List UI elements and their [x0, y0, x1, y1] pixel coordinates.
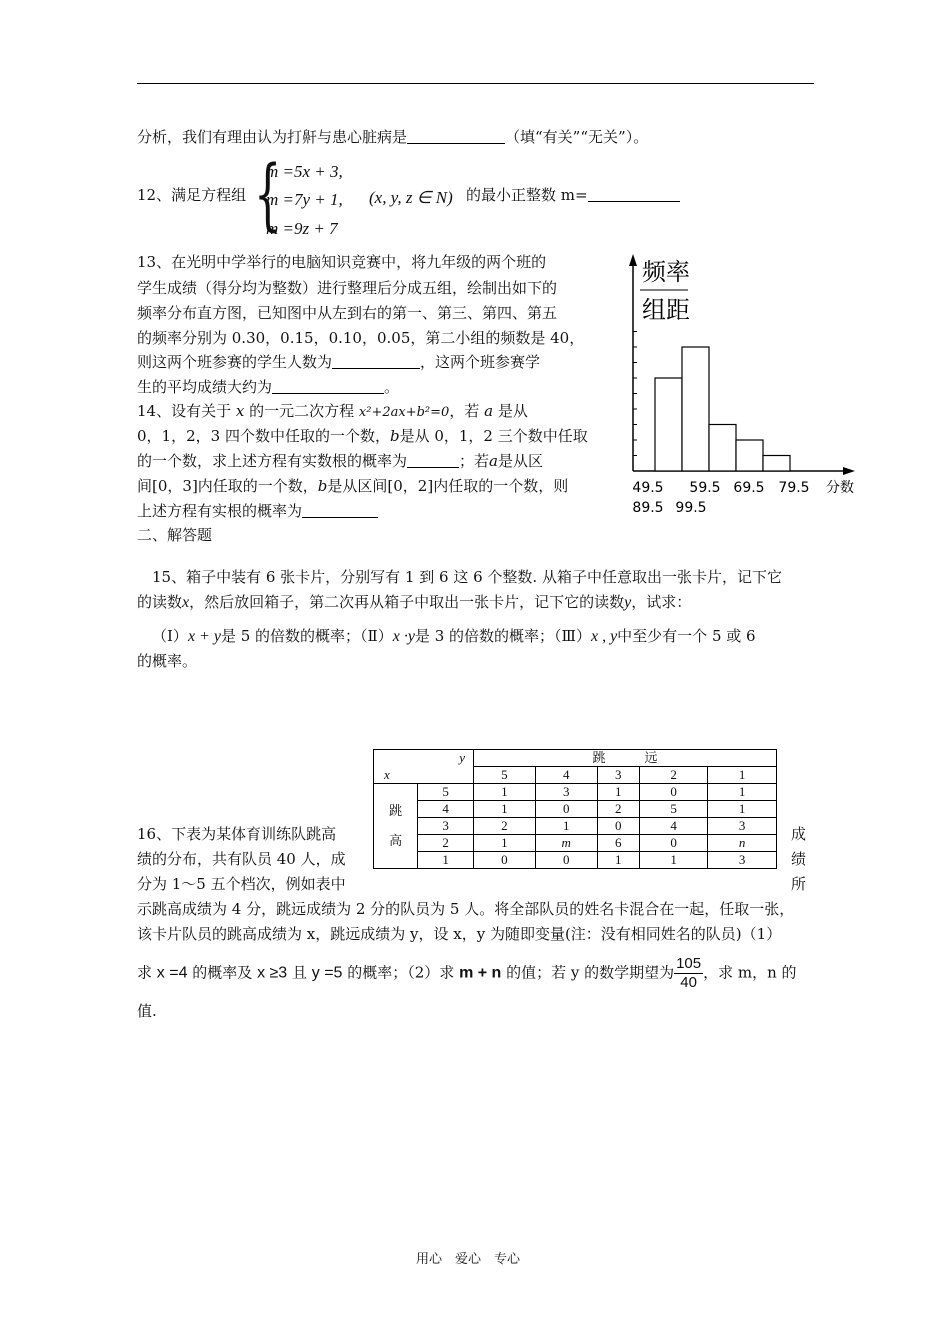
table-cell: 2	[597, 801, 639, 818]
q12-prefix: 12、满足方程组	[137, 186, 247, 204]
q16-l6	[137, 955, 797, 992]
histogram-bar-2	[682, 347, 709, 471]
q13-blank2	[272, 377, 384, 394]
table-cell: 1	[474, 801, 536, 818]
table-row	[374, 801, 777, 818]
q16-l2: 绩的分布，共有队员 40 人，成	[137, 850, 346, 868]
x-tick-label: 89.5	[632, 500, 664, 516]
y-label-cell: y	[374, 750, 474, 767]
q14-a2: a	[489, 452, 498, 470]
table-cell: 1	[535, 818, 597, 835]
q13-line5	[137, 349, 540, 375]
col-header: 1	[708, 767, 777, 784]
table-cell: 6	[597, 835, 639, 852]
q15-part2-text: 是 3 的倍数的概率；（Ⅲ）	[414, 627, 591, 645]
x-tick-label: 49.5	[632, 480, 664, 496]
table-cell: 5	[639, 801, 708, 818]
q14-blank1	[407, 451, 459, 468]
q14-eq: x²+2ax+b²=0	[358, 405, 450, 420]
histogram-bar-4	[736, 440, 763, 471]
section-heading: 二、解答题	[137, 526, 213, 544]
q15-x: x	[182, 594, 190, 611]
q15-part1-text: 是 5 的倍数的概率；（Ⅱ）	[220, 627, 393, 645]
q12-eq3: m =9z + 7	[266, 219, 338, 238]
q14-line3c: 是从区	[497, 452, 543, 470]
q13-line6	[137, 374, 399, 400]
q14-line3b: ；若	[459, 452, 490, 470]
q14-line2a: 0，1，2，3 四个数中任取的一个数，	[137, 427, 390, 445]
q16-l6f: ，求 m，n 的	[703, 963, 797, 982]
q16-l3: 分为 1～5 五个档次，例如表中	[137, 875, 346, 893]
histogram-bar-1	[655, 378, 682, 471]
q11-text: 分析，我们有理由认为打鼾与患心脏病是	[137, 128, 408, 146]
x-tick-label: 99.5	[675, 500, 707, 516]
q14-a: a	[484, 402, 494, 420]
x-axis-arrow	[843, 467, 855, 475]
table-row	[374, 767, 777, 784]
table-cell: n	[708, 835, 777, 852]
table-cell: 0	[639, 784, 708, 801]
col-header: 5	[474, 767, 536, 784]
ylabel-top: 频率	[642, 258, 690, 286]
q14-line1d: 是从	[497, 402, 528, 420]
q14-line3a: 的一个数，求上述方程有实数根的概率为	[137, 452, 408, 470]
q14-line1b: 的一元二次方程	[249, 402, 355, 420]
q12-condition: (x, y, z ∈ N)	[369, 188, 453, 207]
table-cell: m	[535, 835, 597, 852]
table-cell: 3	[535, 784, 597, 801]
table-cell: 4	[639, 818, 708, 835]
q13-line6a: 生的平均成绩大约为	[137, 378, 273, 396]
q13-line5b: ，这两个班参赛学	[420, 353, 541, 371]
q16-math2: x ≥3	[257, 964, 288, 982]
q15-line2b: ，然后放回箱子，第二次再从箱子中取出一张卡片，记下它的读数	[189, 593, 625, 611]
row-header: 5	[418, 784, 474, 801]
q15-part3-text: 中至少有一个 5 或 6	[617, 627, 756, 645]
q15-line1: 15、箱子中装有 6 张卡片，分别写有 1 到 6 这 6 个整数. 从箱子中任意取出一张卡片，记下它	[152, 568, 782, 586]
q13-line2: 学生成绩（得分均为整数）进行整理后分成五组，绘制出如下的	[137, 279, 558, 297]
q13-blank1	[332, 352, 420, 369]
col-header: 4	[535, 767, 597, 784]
table-cell: 1	[708, 784, 777, 801]
table-cell: 0	[535, 852, 597, 869]
q14-line4a: 间[0，3]内任取的一个数，	[137, 477, 318, 495]
table-cell: 2	[474, 818, 536, 835]
row-group-char-2: 高	[389, 833, 403, 848]
table-cell: 0	[535, 801, 597, 818]
q14-b: b	[389, 427, 400, 445]
fraction-denominator: 40	[680, 974, 697, 991]
system-brace: {	[254, 150, 282, 240]
histogram-bar-3	[709, 425, 736, 472]
q16-l1: 16、下表为某体育训练队跳高	[137, 825, 337, 843]
q16-l6c: 且	[291, 963, 307, 982]
q16-math4: m + n	[459, 964, 502, 982]
table-cell: 1	[708, 801, 777, 818]
x-tick-label: 59.5	[689, 480, 721, 496]
q16-r3: 所	[791, 875, 807, 893]
q16-l6a: 求	[137, 963, 153, 982]
y-axis-arrow	[629, 254, 637, 266]
x-tick-label: 69.5	[733, 480, 765, 496]
q12-suffix-text: 的最小正整数 m=	[466, 186, 588, 204]
table-row	[374, 852, 777, 869]
q14-line4	[137, 473, 568, 499]
q13-line1: 13、在光明中学举行的电脑知识竞赛中，将九年级的两个班的	[137, 253, 547, 271]
q15-part2-math: x ·y	[392, 628, 415, 645]
q11-tail	[137, 124, 648, 150]
table-row	[374, 784, 777, 801]
q14-blank2	[302, 501, 378, 518]
q14-line1a: 14、设有关于	[137, 402, 232, 420]
q14-line1c: ，若	[449, 402, 480, 420]
q13-line5a: 则这两个班参赛的学生人数为	[137, 353, 333, 371]
row-group-header	[374, 784, 418, 869]
frequency-histogram	[620, 250, 870, 520]
table-cell: 3	[708, 818, 777, 835]
x-axis-label: 分数	[826, 480, 854, 496]
row-header: 4	[418, 801, 474, 818]
histogram-bar-5	[763, 456, 790, 472]
q14-b2: b	[317, 477, 328, 495]
q16-math1: x =4	[156, 964, 188, 982]
row-header: 3	[418, 818, 474, 835]
q14-line5	[137, 498, 378, 524]
q15-part3-math: x , y	[590, 628, 618, 645]
table-cell: 1	[474, 784, 536, 801]
q15-y: y	[624, 594, 632, 611]
q15-line2c: ，试求：	[631, 593, 692, 611]
q12-blank	[588, 185, 680, 202]
header-rule	[137, 83, 814, 84]
q16-l6d: 的概率；（2）求	[347, 963, 455, 982]
q14-x: x	[235, 402, 245, 420]
q12-eq2: m =7y + 1,	[266, 190, 343, 209]
q15-line3	[152, 623, 756, 650]
q11-hint: （填“有关”“无关”）。	[505, 128, 649, 146]
q16-l4: 示跳高成绩为 4 分，跳远成绩为 2 分的队员为 5 人。将全部队员的姓名卡混合在一起，任取一张，	[137, 900, 795, 918]
q14-line2	[137, 423, 588, 449]
q14-line3	[137, 448, 543, 474]
expectation-fraction	[674, 955, 703, 992]
table-cell: 1	[597, 852, 639, 869]
q14-line5-text: 上述方程有实根的概率为	[137, 502, 303, 520]
table-cell: 0	[639, 835, 708, 852]
table-cell: 3	[708, 852, 777, 869]
q16-l6e: 的值；若 y 的数学期望为	[506, 963, 675, 982]
q16-r2: 绩	[791, 850, 807, 868]
table-cell: 1	[597, 784, 639, 801]
page-footer: 用心 爱心 专心	[416, 1252, 521, 1267]
q15-line4: 的概率。	[137, 652, 198, 670]
q15-line2	[137, 589, 691, 616]
row-header: 2	[418, 835, 474, 852]
ylabel-bottom: 组距	[642, 296, 690, 324]
q14-line1	[137, 398, 528, 426]
q16-l5: 该卡片队员的跳高成绩为 x，跳远成绩为 y，设 x，y 为随即变量(注：没有相同姓名的队员)（1）	[137, 925, 782, 943]
q15-part1-math: x + y	[187, 628, 221, 645]
col-header: 2	[639, 767, 708, 784]
x-tick-label: 79.5	[778, 480, 810, 496]
q13-line6b: 。	[384, 378, 400, 396]
table-cell: 1	[639, 852, 708, 869]
q15-line2a: 的读数	[137, 593, 183, 611]
row-group-char-1: 跳	[389, 803, 403, 818]
q16-l6b: 的概率及	[192, 963, 253, 982]
q16-l7: 值.	[137, 1002, 157, 1020]
q14-line2b: 是从 0，1，2 三个数中任取	[399, 427, 588, 445]
table-cell: 0	[474, 852, 536, 869]
q12-eq1: m =5x + 3,	[266, 162, 343, 181]
table-cell: 1	[474, 835, 536, 852]
q11-blank	[407, 127, 505, 144]
q14-line4b: 是从区间[0，2]内任取的一个数，则	[327, 477, 569, 495]
q13-line3: 频率分布直方图，已知图中从左到右的第一、第三、第四、第五	[137, 304, 558, 322]
jump-score-table	[373, 749, 777, 869]
fraction-numerator: 105	[676, 955, 702, 972]
q15-part1-label: （Ⅰ）	[152, 627, 188, 645]
table-row	[374, 750, 777, 767]
col-header: 3	[597, 767, 639, 784]
q16-math3: y =5	[311, 964, 343, 982]
x-label-cell: x	[374, 767, 474, 784]
q13-line4: 的频率分别为 0.30，0.15，0.10，0.05，第二小组的频数是 40，	[137, 329, 585, 347]
histogram-bars	[655, 347, 790, 471]
q16-r1: 成	[791, 825, 807, 843]
row-header: 1	[418, 852, 474, 869]
table-row	[374, 835, 777, 852]
col-group-header: 跳 远	[474, 750, 777, 767]
q12-suffix	[466, 182, 680, 208]
table-cell: 0	[597, 818, 639, 835]
table-row	[374, 818, 777, 835]
